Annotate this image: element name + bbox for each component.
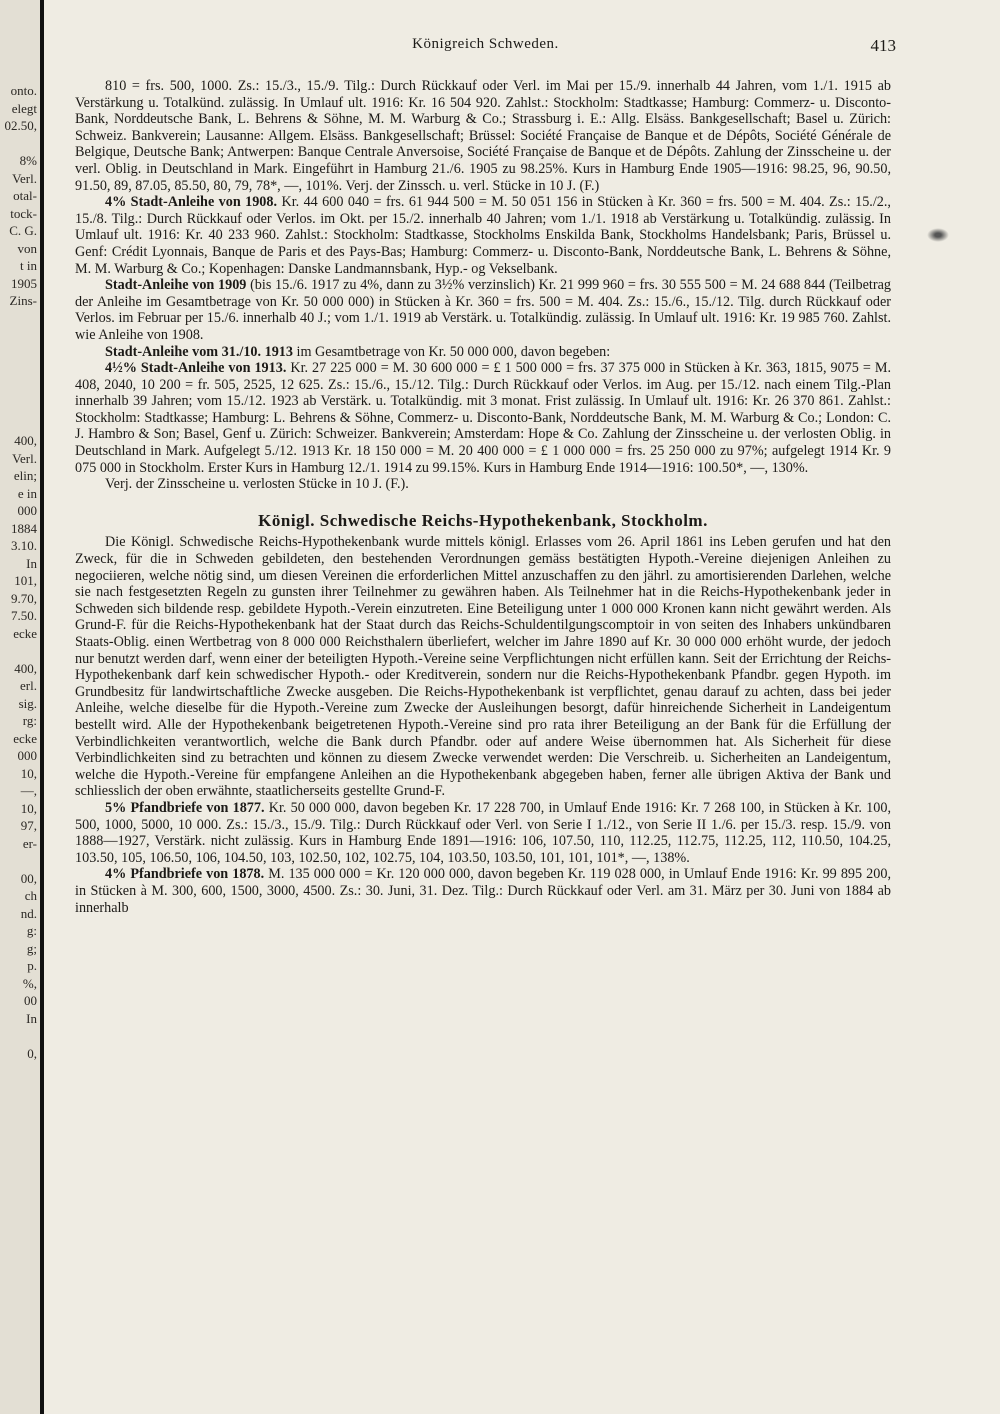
- paragraph-pfandbriefe-1878: 4% Pfandbriefe von 1878. M. 135 000 000 = Kr. 120 000 000, davon begeben Kr. 119 028 000, in Umlauf Ende 1916: Kr. 99 895 200, in Stücken à M. 300, 600, 1500, 3000, 4500. Zs.: 30. Juni, 31. Dez. Tilg.: Durch Rückkauf oder Verl. am 31. März per 30. Juni von 1884 ab innerhalb: [75, 866, 891, 916]
- margin-fragment: 9.70,: [11, 590, 37, 606]
- heading-anleihe-1909: Stadt-Anleihe von 1909: [105, 277, 247, 294]
- running-title: Königreich Schweden.: [412, 36, 559, 52]
- margin-fragment: t in: [20, 258, 37, 273]
- margin-fragment: elegt: [11, 100, 37, 116]
- paragraph-anleihe-1913-gesamt: Stadt-Anleihe vom 31./10. 1913 im Gesamtbetrage von Kr. 50 000 000, davon begeben:: [105, 343, 611, 360]
- margin-fragment: Verl.: [12, 450, 37, 466]
- margin-fragment: 00: [24, 993, 37, 1008]
- margin-fragment: [0, 327, 40, 345]
- page-header: [75, 36, 896, 58]
- margin-fragment: —,: [20, 783, 37, 798]
- margin-fragment: nd.: [20, 905, 37, 921]
- margin-fragment: [0, 415, 40, 433]
- margin-fragment: p.: [27, 958, 37, 973]
- paragraph-anleihe-1909: Stadt-Anleihe von 1909 (bis 15./6. 1917 zu 4%, dann zu 3½% verzinslich) Kr. 21 999 960 = frs. 30 555 500 = M. 24 688 844 (Teilbetrag der Anleihe im Gesamtbetrage von Kr. 50 000 000) in Stücken à Kr. 360 = frs. 500 = M. 404. Zs.: 15./6., 15./12. Tilg. durch Rückkauf oder Verlos. im Februar per 15./6. innerhalb 40 J.; vom 1./1. 1919 ab Verstärk. u. Totalkündig. zulässig. In Umlauf ult. 1916: Kr. 19 985 760. Zahlst. wie Anleihe von 1908.: [75, 277, 891, 343]
- margin-fragment: 3.10.: [11, 538, 37, 553]
- margin-fragment: ecke: [13, 625, 37, 641]
- margin-fragment: [0, 1027, 40, 1045]
- margin-fragment: [0, 852, 40, 870]
- margin-fragment: %,: [22, 975, 37, 991]
- margin-fragment: 000: [17, 503, 37, 518]
- margin-fragment: 400,: [14, 660, 37, 676]
- heading-pfandbriefe-1877: 5% Pfandbriefe von 1877.: [105, 799, 265, 816]
- paragraph-hypothekenbank: Die Königl. Schwedische Reichs-Hypothekenbank wurde mittels königl. Erlasses vom 26. April 1861 ins Leben gerufen und hat den Zweck, für die in Schweden gebildeten, den bestehenden Verordnungen gemäss bestätigten Hypoth.-Vereine diejenigen Anleihen zu negociieren, welche nötig sind, um diesen Vereinen die erforderlichen Mittel anzuschaffen zu den jährl. zu amortisierenden Darlehen, welche sie nach festgesetzten Regeln zu gunsten ihrer Teilnehmer zu gewähren haben. Als Teilnehmer hat in die Reichs-Hypothekenbank jeder in Schweden sich bildende resp. gebildete Hypoth.-Verein einzutreten. Eine Beteiligung unter 1 000 000 Kronen kann nicht gewährt werden. Als Grund-F. für die Reichs-Hypothekenbank hat der Staat durch das Reichs-Schuldentilgungscomptoir in von seiten des Inhabers unkündbaren Staats-Oblig. einen Wertbetrag von 8 000 000 Reichsthalern überliefert, welcher im Jahre 1890 auf Kr. 30 000 000 erhöht wurde, der jedoch nur benutzt werden darf, wenn einer der beteiligten Hypoth.-Vereine seine Verpflichtungen nicht erfüllen kann. Seit der Errichtung der Reichs-Hypothekenbank darf kein schwedischer Hypoth.- oder Kreditverein, sondern nur die Reichs-Hypothekenbank Pfandbr. gegen Hypoth. im Grundbesitz für landwirtschaftliche Zwecke ausgeben. Die Reichs-Hypothekenbank ist verpflichtet, genau darauf zu achten, dass bei jeder Anleihe, welche dieselbe für die Hypoth.-Vereine zum Zwecke der Ausleihungen besorgt, dafür hinreichende Sicherheit in Landeigentum bestellt wird. Alle der Hypothekenbank beigetretenen Hypoth.-Vereine sind pro rata ihrer Beteiligung an der Bank für die Erfüllung der Verbindlichkeiten verantwortlich, welche die Bank durch Pfandbr. oder auf andere Weise übernommen hat. Als Sicherheit für diese Verbindlichkeiten sind zu betrachten und können zu diesem Zwecke verwendet werden: Die Verschreib. u. Sicherheiten an Landeigentum, welche die Hypoth.-Vereine für empfangene Anleihen an die Hypothekenbank abgegeben haben, ferner alle übrigen Aktiva der Bank und schliesslich der oben erwähnte, staatlicherseits gestellte Grund-F.: [75, 534, 891, 800]
- margin-fragment: ecke: [13, 730, 37, 746]
- heading-pfandbriefe-1878: 4% Pfandbriefe von 1878.: [105, 866, 265, 883]
- margin-fragment: C. G.: [9, 223, 37, 238]
- margin-fragment: Zins-: [9, 293, 37, 308]
- margin-fragment: [0, 135, 40, 153]
- heading-anleihe-1913-gesamt: Stadt-Anleihe vom 31./10. 1913: [105, 343, 293, 360]
- margin-fragment: [0, 397, 40, 415]
- margin-fragment: erl.: [20, 678, 37, 693]
- margin-fragment: In: [26, 555, 37, 571]
- margin-fragment: [0, 362, 40, 380]
- margin-fragment: 10,: [20, 800, 37, 816]
- margin-fragment: 400,: [14, 433, 37, 448]
- margin-fragment: 101,: [14, 573, 37, 588]
- margin-fragment: otal-: [13, 188, 37, 203]
- margin-fragment: [0, 345, 40, 363]
- margin-fragment: 1884: [11, 520, 37, 536]
- margin-fragment: 1905: [11, 275, 37, 291]
- margin-fragment: [0, 642, 40, 660]
- margin-fragment: 000: [17, 748, 37, 763]
- margin-fragment: sig.: [18, 695, 37, 711]
- page-number: 413: [870, 36, 896, 55]
- heading-anleihe-1913: 4½% Stadt-Anleihe von 1913.: [105, 360, 287, 377]
- margin-fragment: 00,: [20, 870, 37, 886]
- margin-fragment: g;: [26, 940, 37, 956]
- paragraph-pfandbriefe-1877: 5% Pfandbriefe von 1877. Kr. 50 000 000, davon begeben Kr. 17 228 700, in Umlauf Ende 1916: Kr. 7 268 100, in Stücken à Kr. 100, 500, 1000, 5000, 10 000. Zs.: 15./3., 15./9. Tilg.: Durch Rückkauf oder Verl. von Serie I 1./12., von Serie II 1./6. per 15./3. resp. 15./9. von 1888—1927, Verstärk. nicht zulässig. Kurs in Hamburg Ende 1891—1916: 106, 107.50, 110, 112.25, 112.75, 112.25, 112, 110.50, 104.25, 103.50, 105, 106.50, 106, 104.50, 103, 102.50, 102, 102.75, 104, 103.50, 103.50, 101, 101, 101*, —, 138%.: [75, 799, 891, 866]
- previous-page-edge: [0, 0, 44, 1414]
- margin-fragment: ch: [24, 888, 37, 903]
- margin-fragment: elin;: [13, 468, 37, 483]
- margin-fragment: Verl.: [12, 170, 37, 186]
- margin-fragment: In: [26, 1010, 37, 1026]
- ink-smudge: [927, 228, 949, 242]
- margin-fragment: von: [17, 240, 37, 256]
- margin-fragment: 0,: [27, 1045, 37, 1061]
- margin-fragment: 7.50.: [11, 608, 37, 623]
- section-title: Königl. Schwedische Reichs-Hypothekenbank, Stockholm.: [258, 510, 708, 530]
- margin-fragment: [0, 380, 40, 398]
- margin-fragment: 02.50,: [4, 118, 37, 133]
- margin-fragment: 97,: [20, 818, 37, 833]
- paragraph-anleihe-1908: 4% Stadt-Anleihe von 1908. Kr. 44 600 040 = frs. 61 944 500 = M. 50 051 156 in Stücken à Kr. 360 = frs. 500 = M. 404. Zs.: 15./2., 15./8. Tilg.: Durch Rückkauf oder Verlos. im Okt. per 15./2. innerhalb 40 Jahren; vom 1./1. 1918 ab Verstärkung u. Totalkündig. zulässig. In Umlauf ult. 1916: Kr. 40 233 960. Zahlst.: Stockholm: Stadtkasse, Stockholms Enskilda Bank, Stockholms Handelsbank; Paris, Brüssel u. Genf: Crédit Lyonnais, Banque de Paris et des Pays-Bas; Hamburg: Commerz- u. Disconto-Bank, Norddeutsche Bank, L. Behrens & Söhne, M. M. Warburg & Co.; Kopenhagen: Danske Landmannsbank, Hyp.- og Vekselbank.: [75, 194, 891, 277]
- margin-fragment: [0, 310, 40, 328]
- margin-fragment: g:: [26, 923, 37, 938]
- paragraph-1: 810 = frs. 500, 1000. Zs.: 15./3., 15./9. Tilg.: Durch Rückkauf oder Verl. im Mai per 15./9. innerhalb 44 Jahren, vom 1./1. 1915 ab Verstärkung u. Totalkünd. zulässig. In Umlauf ult. 1916: Kr. 16 504 920. Zahlst.: Stockholm: Stadtkasse; Hamburg: Commerz- u. Disconto-Bank, Norddeutsche Bank, L. Behrens & Söhne, M. M. Warburg & Co.; Strassburg i. E.: Allg. Elsäss. Bankgesellschaft; Basel u. Zürich: Schweiz. Bankverein; Lausanne: Allgem. Elsäss. Bankgesellschaft; Brüssel: Société Française de Banque et de Dépôts, Société Générale de Belgique, Deutsche Bank; Antwerpen: Banque Centrale Anversoise, Société Française de Banque et de Dépôts. Zahlung der Zinsscheine u. der verl. Oblig. in Deutschland in Mark. Eingeführt in Hamburg 21./6. 1905 zu 98.25%. Kurs in Hamburg Ende 1905—1916: 98.25, 96, 90.50, 91.50, 89, 87.05, 85.50, 80, 79, 78*, —, 101%. Verj. der Zinssch. u. verl. Stücke in 10 J. (F.): [75, 78, 891, 194]
- paragraph-anleihe-1913: 4½% Stadt-Anleihe von 1913. Kr. 27 225 000 = M. 30 600 000 = £ 1 500 000 = frs. 37 375 000 in Stücken à Kr. 363, 1815, 9075 = M. 408, 2040, 10 200 = fr. 505, 2525, 12 625. Zs.: 15./6., 15./12. Tilg.: Durch Rückkauf oder Verlos. im Aug. per 15./12. nach einem Tilg.-Plan innerhalb 39 Jahren; vom 15./12. 1923 ab Verstärk. u. Totalkündig. mit 3 monat. Frist zulässig. In Umlauf ult. 1916: Kr. 26 370 861. Zahlst.: Stockholm: Stadtkasse; Hamburg: L. Behrens & Söhne, Commerz- u. Disconto-Bank, Norddeutsche Bank, M. M. Warburg & Co.; London: C. J. Hambro & Son; Basel, Genf u. Zürich: Schweizer. Bankverein; Amsterdam: Hope & Co. Zahlung der Zinsscheine u. der verlosten Oblig. in Deutschland in Mark. Aufgelegt 5./12. 1913 Kr. 18 150 000 = M. 20 400 000 = £ 1 000 000 = frs. 25 250 000 zu 97%; aufgelegt 1914 Kr. 9 075 000 in Stockholm. Erster Kurs in Hamburg 12./1. 1914 zu 99.15%. Kurs in Hamburg Ende 1914—1916: 100.50*, —, 130%.: [75, 360, 891, 476]
- margin-fragment: rg:: [22, 713, 37, 728]
- margin-fragment: 8%: [19, 153, 37, 168]
- page-content: [75, 78, 891, 916]
- paragraph-verjaehrung: Verj. der Zinsscheine u. verlosten Stücke in 10 J. (F.).: [105, 476, 409, 493]
- margin-fragment: e in: [17, 485, 37, 501]
- heading-anleihe-1908: 4% Stadt-Anleihe von 1908.: [105, 194, 278, 211]
- margin-fragment: er-: [22, 835, 37, 851]
- margin-fragment: onto.: [10, 83, 37, 98]
- margin-fragment: tock-: [10, 205, 37, 221]
- margin-fragment: 10,: [20, 765, 37, 781]
